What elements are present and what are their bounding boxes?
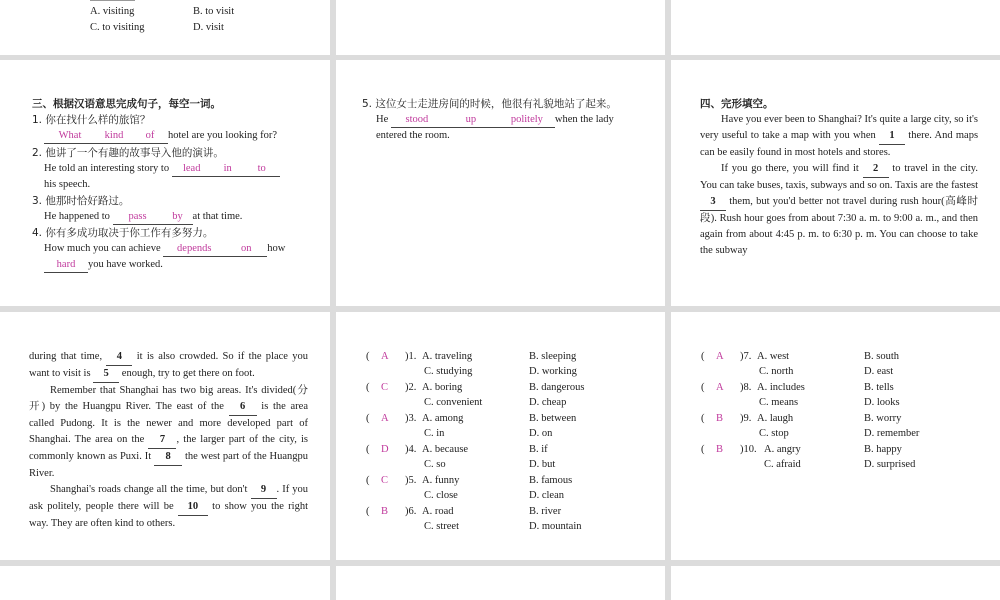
mc-question: [366, 474, 656, 504]
option-d: D. surprised: [864, 459, 916, 470]
q2-answer-3: to: [244, 162, 280, 177]
mc-question: [366, 381, 656, 411]
mc-answer: A: [381, 351, 389, 362]
option-d: D. but: [529, 459, 556, 470]
blank-10: 10: [178, 499, 208, 516]
paren-open: (: [701, 382, 705, 393]
q2-answer-2: in: [212, 162, 244, 177]
q3-rest: at that time.: [192, 211, 243, 222]
page-card-passage2: [0, 312, 330, 560]
mc-question: [701, 381, 991, 411]
mc-number: )6.: [405, 506, 417, 517]
passage-p2a: If you go there, you will find it: [721, 163, 859, 174]
mc-number: )3.: [405, 413, 417, 424]
q4-english: [44, 242, 285, 257]
passage2-g: the west part of the Huangpu River.: [29, 451, 309, 479]
option-a: A. includes: [757, 382, 805, 393]
page-card-r4c1: [0, 566, 330, 600]
passage2-c: enough, try to get there on foot.: [121, 368, 255, 379]
option-a: A. funny: [422, 475, 460, 486]
mc-question: [366, 412, 656, 442]
passage2-a: during that time,: [29, 351, 103, 362]
q4-post: how: [267, 243, 286, 254]
mc-answer: D: [381, 444, 389, 455]
option-c: C. so: [424, 459, 446, 470]
mc-answer: B: [716, 413, 724, 424]
q1-chinese: 1. 你在找什么样的旅馆？: [32, 114, 151, 126]
q2-pre: He told an interesting story to: [44, 163, 170, 174]
option-c: C. to visiting: [90, 22, 145, 33]
cut-blank-line: [90, 0, 135, 1]
blank-2: 2: [863, 161, 889, 178]
option-c: C. close: [424, 490, 458, 501]
mc-answer: C: [381, 475, 389, 486]
option-c: C. stop: [759, 428, 789, 439]
q5-chinese: 5. 这位女士走进房间的时候，他很有礼貌地站了起来。: [362, 98, 617, 110]
page-card-r1c1: [0, 0, 330, 55]
option-c: C. north: [759, 366, 794, 377]
mc-answer: B: [381, 506, 389, 517]
mc-answer: B: [716, 444, 724, 455]
q5-pre: He: [376, 114, 389, 125]
option-b: B. south: [864, 351, 900, 362]
q3-chinese: 3. 他那时恰好路过。: [32, 195, 130, 207]
option-c: C. in: [424, 428, 445, 439]
paren-open: (: [701, 413, 705, 424]
option-d: D. working: [529, 366, 577, 377]
option-a: A. angry: [764, 444, 801, 455]
option-a: A. visiting: [90, 6, 135, 17]
option-c: C. street: [424, 521, 459, 532]
page-card-r4c2: [336, 566, 665, 600]
option-d: D. cheap: [529, 397, 567, 408]
page-card-r1c2: [336, 0, 665, 55]
q3-english: [44, 210, 242, 225]
option-c: C. means: [759, 397, 799, 408]
passage-p1: Have you ever been to Shanghai? It's quite a large city, so it's very useful to take a map with you when: [700, 114, 978, 141]
q5-answer-2: up: [443, 113, 499, 128]
option-d: D. on: [529, 428, 553, 439]
page-card-mc1: [336, 312, 665, 560]
paren-open: (: [701, 351, 705, 362]
mc-number: )1.: [405, 351, 417, 362]
q5-answer-1: stood: [391, 113, 443, 128]
option-a: A. among: [422, 413, 464, 424]
page-card-r4c3: [671, 566, 1000, 600]
option-b: B. river: [529, 506, 562, 517]
option-b: B. dangerous: [529, 382, 585, 393]
q3-answer-1: pass: [113, 210, 163, 225]
paren-open: (: [366, 444, 370, 455]
q3-answer-2: by: [163, 210, 193, 225]
option-b: B. between: [529, 413, 577, 424]
option-c: C. convenient: [424, 397, 483, 408]
q1-answer-3: of: [132, 129, 168, 144]
passage2-b: it is also crowded. So if the place you want to visit is: [29, 351, 309, 379]
passage-p2b: to travel in the city. You can take buses, taxis, subways and so on. Taxis are the fastest: [700, 163, 978, 191]
paren-open: (: [701, 444, 705, 455]
q5-answer-3: politely: [499, 113, 555, 128]
mc-question: [701, 350, 991, 380]
q2-answer-1: lead: [172, 162, 212, 177]
option-a: A. road: [422, 506, 454, 517]
option-b: B. worry: [864, 413, 902, 424]
blank-7: 7: [148, 432, 176, 449]
blank-9: 9: [251, 482, 277, 499]
blank-4: 4: [106, 349, 132, 366]
option-b: B. famous: [529, 475, 573, 486]
mc-question: [366, 505, 656, 535]
blank-5: 5: [93, 366, 119, 383]
option-d: D. remember: [864, 428, 920, 439]
mc-number: )2.: [405, 382, 417, 393]
mc-question: [701, 443, 991, 473]
option-b: B. to visit: [193, 6, 235, 17]
passage-p1b: there. And maps can be easily found in most hotels and stores.: [700, 130, 979, 158]
mc-number: )8.: [740, 382, 752, 393]
mc-number: )9.: [740, 413, 752, 424]
option-b: B. tells: [864, 382, 894, 393]
mc-question: [366, 350, 656, 380]
blank-6: 6: [229, 399, 257, 416]
passage-p2c: them, but you'd better not travel during rush hour(高峰时段). Rush hour goes from about 7:30 a. m. to 9:00 a. m., and then again from about 4:45 p. m. to 6:30 p. m. You can choose to take the subway: [700, 196, 979, 256]
option-a: A. west: [757, 351, 790, 362]
q1-answer-2: kind: [96, 129, 132, 144]
passage2-i: . If you ask politely, people there will be: [29, 484, 308, 512]
passage2-d: Remember that Shanghai has two big areas. It's divided(分开) by the Huangpu River. The east of the: [29, 385, 308, 412]
option-c: C. studying: [424, 366, 473, 377]
q4-answer-1: depends: [163, 242, 225, 257]
option-a: A. because: [422, 444, 469, 455]
blank-3: 3: [700, 194, 726, 211]
option-b: B. happy: [864, 444, 902, 455]
mc-answer: A: [716, 382, 724, 393]
q5-mid: when the lady: [554, 114, 614, 125]
section-title: 三、根据汉语意思完成句子，每空一词。: [32, 98, 221, 110]
paren-open: (: [366, 475, 370, 486]
option-d: D. mountain: [529, 521, 582, 532]
mc-question: [701, 412, 991, 442]
mc-answer: A: [716, 351, 724, 362]
q4-line2: [44, 258, 163, 273]
mc-question: [366, 443, 656, 473]
passage2-h: Shanghai's roads change all the time, but don't: [50, 484, 248, 495]
option-d: D. visit: [193, 22, 224, 33]
q2-chinese: 2. 他讲了一个有趣的故事导入他的演讲。: [32, 147, 224, 159]
paren-open: (: [366, 506, 370, 517]
option-a: A. laugh: [757, 413, 794, 424]
page-card-r1c3: [671, 0, 1000, 55]
q2-rest: his speech.: [44, 179, 91, 190]
option-a: A. traveling: [422, 351, 473, 362]
option-d: D. east: [864, 366, 894, 377]
passage-part2: [29, 349, 308, 532]
q4-pre: How much you can achieve: [44, 243, 161, 254]
mc-answer: C: [381, 382, 389, 393]
blank-1: 1: [879, 128, 905, 145]
q4-chinese: 4. 你有多成功取决于你工作有多努力。: [32, 227, 214, 239]
mc-number: )5.: [405, 475, 417, 486]
q4-rest: you have worked.: [88, 259, 163, 270]
page-card-mc2: [671, 312, 1000, 560]
blank-8: 8: [154, 449, 182, 466]
mc-number: )4.: [405, 444, 417, 455]
option-d: D. looks: [864, 397, 900, 408]
q2-english: [44, 162, 280, 177]
q5-english: [376, 113, 614, 128]
option-b: B. if: [529, 444, 548, 455]
q1-english: [44, 129, 277, 144]
option-b: B. sleeping: [529, 351, 577, 362]
paren-open: (: [366, 351, 370, 362]
page-card-sec3: [0, 60, 330, 306]
q4-answer-2: on: [225, 242, 267, 257]
option-c: C. afraid: [764, 459, 801, 470]
q4-answer-3: hard: [44, 258, 88, 273]
q1-rest: hotel are you looking for?: [168, 130, 278, 141]
mc-answer: A: [381, 413, 389, 424]
mc-number: )7.: [740, 351, 752, 362]
q1-answer-1: What: [44, 129, 96, 144]
q3-pre: He happened to: [44, 211, 110, 222]
section4-title: 四、完形填空。: [700, 98, 774, 110]
passage2-e: is the area called Pudong. It is the newer and more developed part of Shanghai. The area on the: [29, 401, 309, 445]
mc-number: )10.: [740, 444, 757, 455]
page-card-sec4: [671, 60, 1000, 306]
q5-rest: entered the room.: [376, 130, 450, 141]
passage-part1: [700, 112, 978, 259]
page-card-q5: [336, 60, 665, 306]
paren-open: (: [366, 413, 370, 424]
passage2-j: to show you the right way. They are often kind to others.: [29, 501, 309, 529]
paren-open: (: [366, 382, 370, 393]
passage2-f: , the larger part of the city, is commonly known as Puxi. It: [29, 434, 308, 462]
option-a: A. boring: [422, 382, 463, 393]
option-d: D. clean: [529, 490, 564, 501]
